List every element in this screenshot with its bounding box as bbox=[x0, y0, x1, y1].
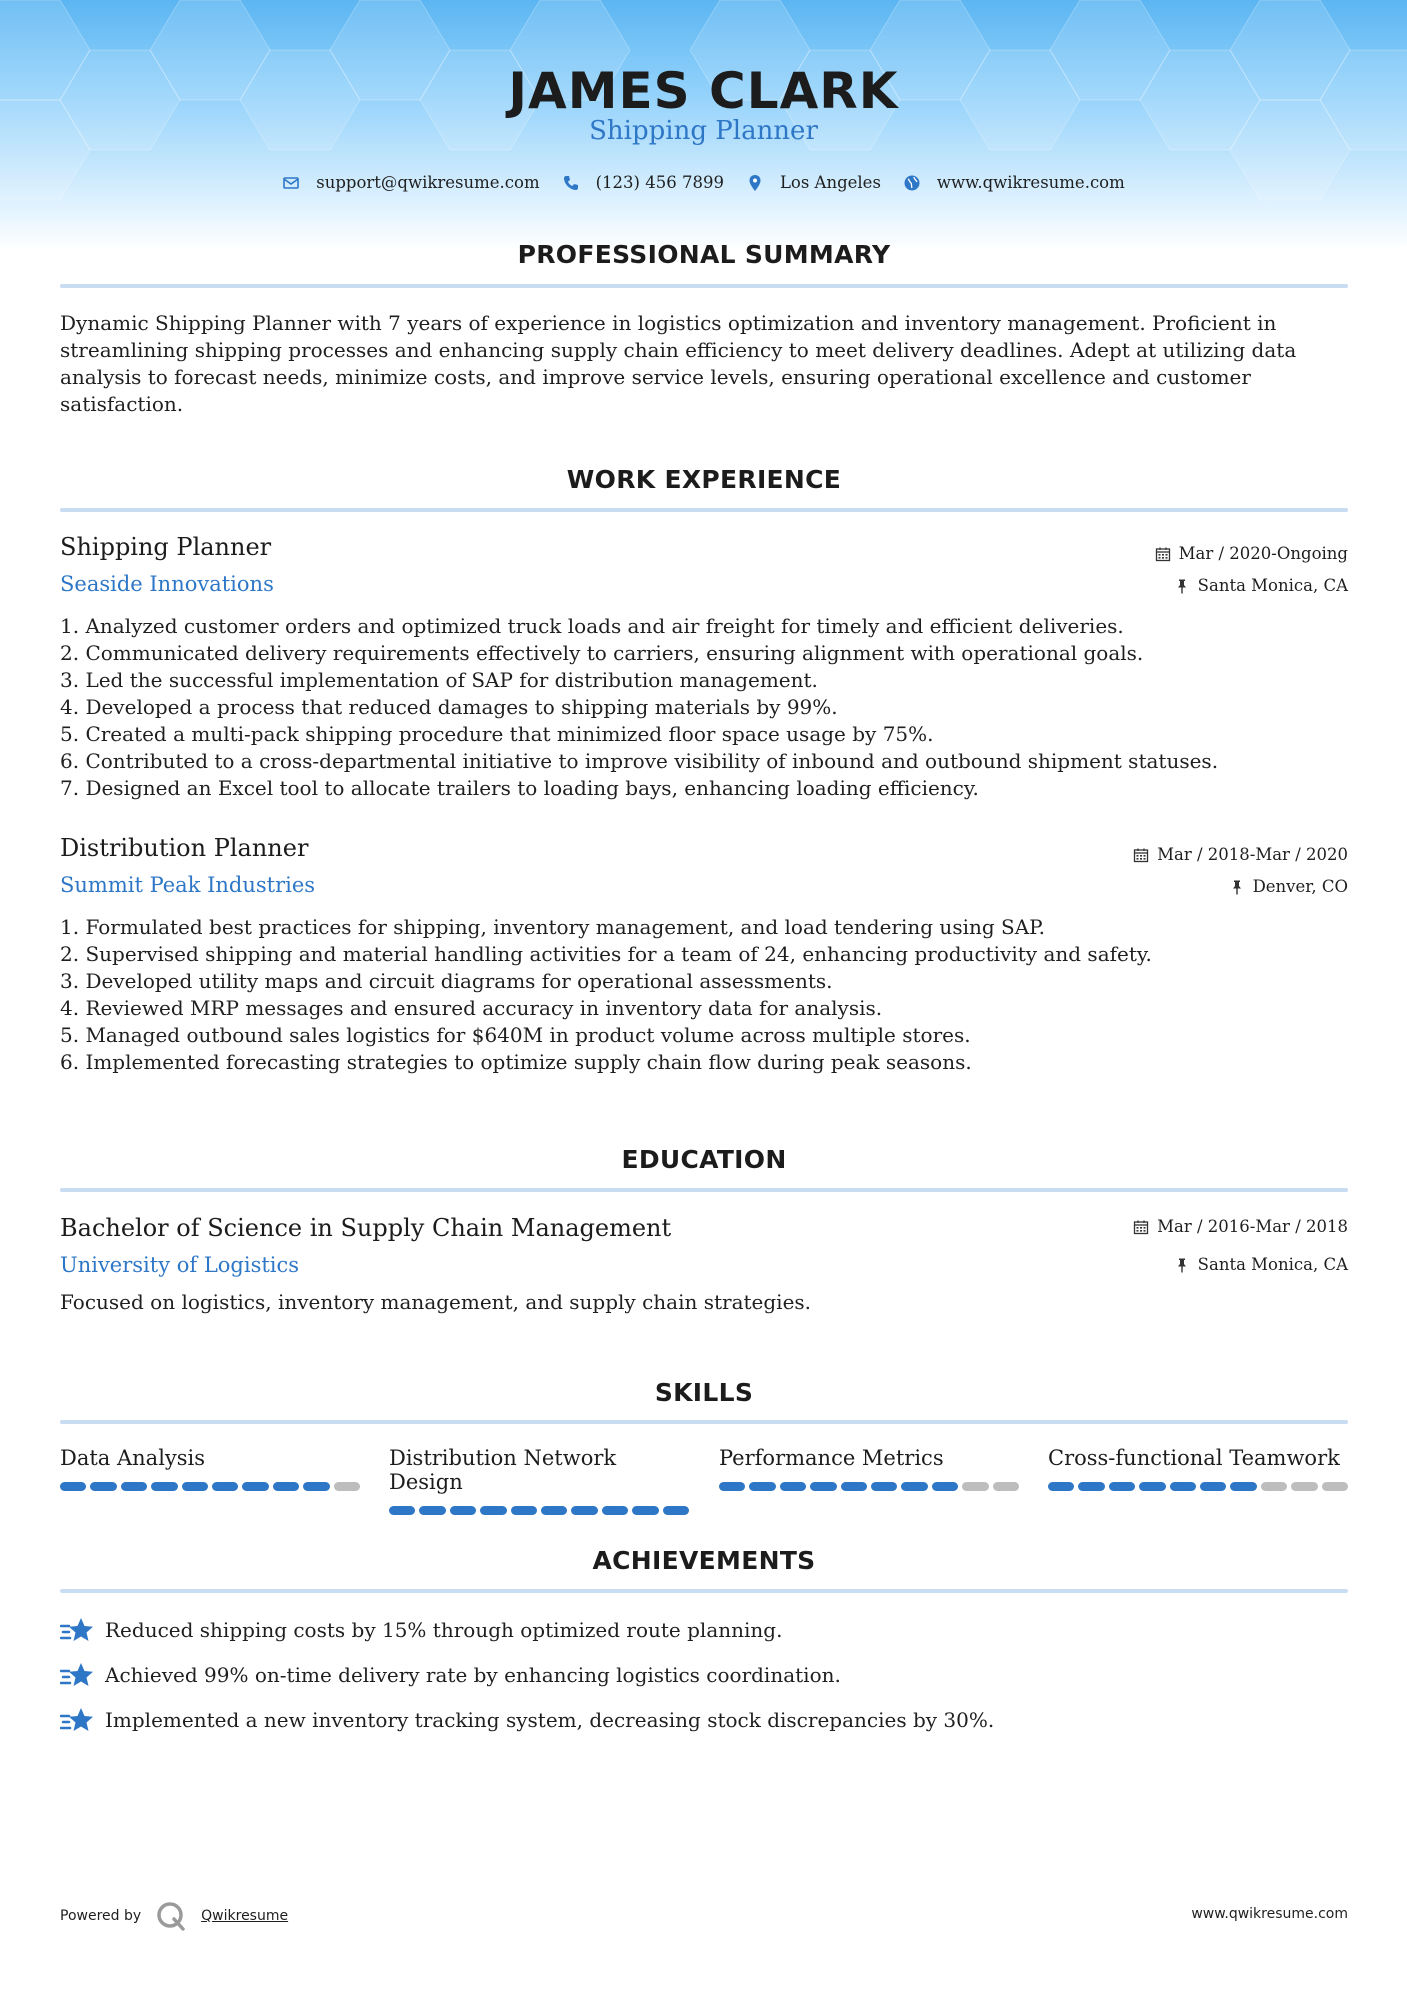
degree-title: Bachelor of Science in Supply Chain Management bbox=[60, 1214, 672, 1242]
pushpin-icon bbox=[1174, 578, 1190, 594]
skill-segment-filled bbox=[182, 1482, 208, 1491]
job-location bbox=[1174, 576, 1348, 595]
skill-segment-filled bbox=[901, 1482, 927, 1491]
calendar-icon bbox=[1133, 1219, 1149, 1235]
skill-segment-filled bbox=[389, 1506, 415, 1515]
job-dates bbox=[1155, 544, 1348, 563]
list-item: 5. Created a multi-pack shipping procedure that minimized floor space usage by 75%. bbox=[60, 722, 934, 746]
list-item: 6. Implemented forecasting strategies to optimize supply chain flow during peak seasons. bbox=[60, 1050, 972, 1074]
list-item: 7. Designed an Excel tool to allocate trailers to loading bays, enhancing loading efficiency. bbox=[60, 776, 979, 800]
skill-segment-filled bbox=[303, 1482, 329, 1491]
list-item: 6. Contributed to a cross-departmental initiative to improve visibility of inbound and outbound shipment statuses. bbox=[60, 749, 1219, 773]
education-dates-text: Mar / 2016-Mar / 2018 bbox=[1157, 1217, 1348, 1236]
company-name: Seaside Innovations bbox=[60, 572, 274, 596]
skill-level-bar bbox=[389, 1506, 689, 1515]
skill-segment-filled bbox=[749, 1482, 775, 1491]
education-location-text: Santa Monica, CA bbox=[1197, 1255, 1348, 1274]
job-title: Distribution Planner bbox=[60, 834, 309, 862]
job-bullet-list bbox=[60, 914, 1348, 1076]
candidate-name: JAMES CLARK bbox=[508, 62, 899, 120]
skill-segment-filled bbox=[511, 1506, 537, 1515]
skill-segment-filled bbox=[841, 1482, 867, 1491]
job-location-text: Denver, CO bbox=[1252, 877, 1348, 896]
education-description: Focused on logistics, inventory management, and supply chain strategies. bbox=[60, 1290, 812, 1314]
skill-segment-filled bbox=[663, 1506, 689, 1515]
calendar-icon bbox=[1133, 847, 1149, 863]
map-marker-icon bbox=[746, 174, 764, 192]
calendar-icon bbox=[1155, 546, 1171, 562]
summary-text: Dynamic Shipping Planner with 7 years of experience in logistics optimization and inventory management. Proficient in streamlining shipping processes and enhancing supply chain efficiency to meet delivery deadlines. Adept at utilizing data analysis to forecast needs, minimize costs, and improve service levels, ensuring operational excellence and customer satisfaction. bbox=[60, 311, 1297, 416]
section-divider bbox=[60, 1188, 1348, 1192]
section-divider bbox=[60, 284, 1348, 288]
skill-name: Performance Metrics bbox=[719, 1446, 944, 1470]
list-item: 1. Analyzed customer orders and optimized truck loads and air freight for timely and efficient deliveries. bbox=[60, 614, 1124, 638]
achievement-item bbox=[60, 1616, 782, 1644]
footer-site-link[interactable]: www.qwikresume.com bbox=[1191, 1906, 1348, 1922]
skill-segment-filled bbox=[242, 1482, 268, 1491]
skill-segment-filled bbox=[719, 1482, 745, 1491]
skill-name: Data Analysis bbox=[60, 1446, 206, 1470]
skill-segment-filled bbox=[632, 1506, 658, 1515]
skill-item bbox=[1048, 1446, 1348, 1491]
qwikresume-logo-icon bbox=[155, 1900, 187, 1932]
pushpin-icon bbox=[1174, 1257, 1190, 1273]
skill-item bbox=[60, 1446, 360, 1491]
contact-email-text: support@qwikresume.com bbox=[316, 173, 540, 192]
skill-segment-filled bbox=[419, 1506, 445, 1515]
education-dates bbox=[1133, 1217, 1348, 1236]
job-title: Shipping Planner bbox=[60, 533, 272, 561]
job-dates-text: Mar / 2020-Ongoing bbox=[1178, 544, 1348, 563]
skill-name: Distribution Network Design bbox=[389, 1446, 617, 1494]
skill-item bbox=[389, 1446, 689, 1515]
skill-segment-filled bbox=[273, 1482, 299, 1491]
job-dates bbox=[1133, 845, 1348, 864]
skill-segment-filled bbox=[1230, 1482, 1256, 1491]
skill-segment-empty bbox=[993, 1482, 1019, 1491]
skill-segment-filled bbox=[1109, 1482, 1135, 1491]
school-name: University of Logistics bbox=[60, 1253, 300, 1277]
skill-segment-filled bbox=[121, 1482, 147, 1491]
star-icon bbox=[60, 1661, 94, 1689]
contact-website[interactable] bbox=[903, 173, 1125, 192]
skill-segment-filled bbox=[60, 1482, 86, 1491]
skill-level-bar bbox=[1048, 1482, 1348, 1491]
achievement-text: Achieved 99% on-time delivery rate by enhancing logistics coordination. bbox=[105, 1663, 841, 1687]
skill-segment-empty bbox=[1291, 1482, 1317, 1491]
achievement-item bbox=[60, 1706, 994, 1734]
section-title-skills: SKILLS bbox=[654, 1378, 754, 1407]
section-title-achievements: ACHIEVEMENTS bbox=[592, 1546, 816, 1575]
contact-location bbox=[746, 173, 881, 192]
section-divider bbox=[60, 1420, 1348, 1424]
skill-segment-filled bbox=[450, 1506, 476, 1515]
skill-segment-filled bbox=[780, 1482, 806, 1491]
contact-website-text: www.qwikresume.com bbox=[936, 173, 1125, 192]
contact-bar bbox=[0, 173, 1407, 192]
skill-segment-filled bbox=[810, 1482, 836, 1491]
brand-link[interactable]: Qwikresume bbox=[201, 1908, 289, 1924]
list-item: 3. Led the successful implementation of SAP for distribution management. bbox=[60, 668, 818, 692]
contact-phone[interactable] bbox=[562, 173, 724, 192]
skill-level-bar bbox=[60, 1482, 360, 1491]
job-location bbox=[1229, 877, 1348, 896]
pushpin-icon bbox=[1229, 879, 1245, 895]
skill-segment-empty bbox=[334, 1482, 360, 1491]
skill-name: Cross-functional Teamwork bbox=[1048, 1446, 1340, 1470]
list-item: 1. Formulated best practices for shipping, inventory management, and load tendering using SAP. bbox=[60, 915, 1045, 939]
job-dates-text: Mar / 2018-Mar / 2020 bbox=[1157, 845, 1348, 864]
skill-level-bar bbox=[719, 1482, 1019, 1491]
skill-segment-empty bbox=[1322, 1482, 1348, 1491]
list-item: 4. Developed a process that reduced damages to shipping materials by 99%. bbox=[60, 695, 838, 719]
section-divider bbox=[60, 1589, 1348, 1593]
globe-icon bbox=[903, 174, 921, 192]
skill-segment-filled bbox=[1170, 1482, 1196, 1491]
skill-segment-empty bbox=[962, 1482, 988, 1491]
section-title-experience: WORK EXPERIENCE bbox=[566, 465, 842, 494]
achievement-text: Reduced shipping costs by 15% through optimized route planning. bbox=[105, 1618, 783, 1642]
achievement-text: Implemented a new inventory tracking system, decreasing stock discrepancies by 30%. bbox=[105, 1708, 995, 1732]
job-location-text: Santa Monica, CA bbox=[1197, 576, 1348, 595]
envelope-icon bbox=[282, 174, 300, 192]
section-divider bbox=[60, 508, 1348, 512]
skill-segment-filled bbox=[151, 1482, 177, 1491]
skill-segment-filled bbox=[932, 1482, 958, 1491]
skill-item bbox=[719, 1446, 1019, 1491]
list-item: 2. Communicated delivery requirements effectively to carriers, ensuring alignment with operational goals. bbox=[60, 641, 1144, 665]
job-bullet-list bbox=[60, 613, 1348, 802]
skill-segment-filled bbox=[1200, 1482, 1226, 1491]
section-title-summary: PROFESSIONAL SUMMARY bbox=[517, 240, 891, 269]
star-icon bbox=[60, 1616, 94, 1644]
star-icon bbox=[60, 1706, 94, 1734]
education-location bbox=[1174, 1255, 1348, 1274]
list-item: 2. Supervised shipping and material handling activities for a team of 24, enhancing productivity and safety. bbox=[60, 942, 1152, 966]
skill-segment-filled bbox=[212, 1482, 238, 1491]
achievement-item bbox=[60, 1661, 841, 1689]
skill-segment-filled bbox=[871, 1482, 897, 1491]
skill-segment-filled bbox=[541, 1506, 567, 1515]
skill-segment-filled bbox=[1048, 1482, 1074, 1491]
contact-phone-text: (123) 456 7899 bbox=[595, 173, 724, 192]
skill-segment-filled bbox=[1139, 1482, 1165, 1491]
skill-segment-filled bbox=[480, 1506, 506, 1515]
skill-segment-filled bbox=[602, 1506, 628, 1515]
skill-segment-empty bbox=[1261, 1482, 1287, 1491]
section-title-education: EDUCATION bbox=[621, 1145, 787, 1174]
list-item: 4. Reviewed MRP messages and ensured accuracy in inventory data for analysis. bbox=[60, 996, 883, 1020]
powered-by-label: Powered by bbox=[60, 1908, 142, 1924]
contact-email[interactable] bbox=[282, 173, 539, 192]
list-item: 5. Managed outbound sales logistics for $640M in product volume across multiple stores. bbox=[60, 1023, 971, 1047]
skill-segment-filled bbox=[571, 1506, 597, 1515]
phone-icon bbox=[562, 174, 580, 192]
contact-location-text: Los Angeles bbox=[779, 173, 881, 192]
company-name: Summit Peak Industries bbox=[60, 873, 316, 897]
footer-powered-by bbox=[60, 1900, 288, 1932]
list-item: 3. Developed utility maps and circuit diagrams for operational assessments. bbox=[60, 969, 833, 993]
skill-segment-filled bbox=[90, 1482, 116, 1491]
candidate-role: Shipping Planner bbox=[589, 116, 818, 146]
skill-segment-filled bbox=[1078, 1482, 1104, 1491]
